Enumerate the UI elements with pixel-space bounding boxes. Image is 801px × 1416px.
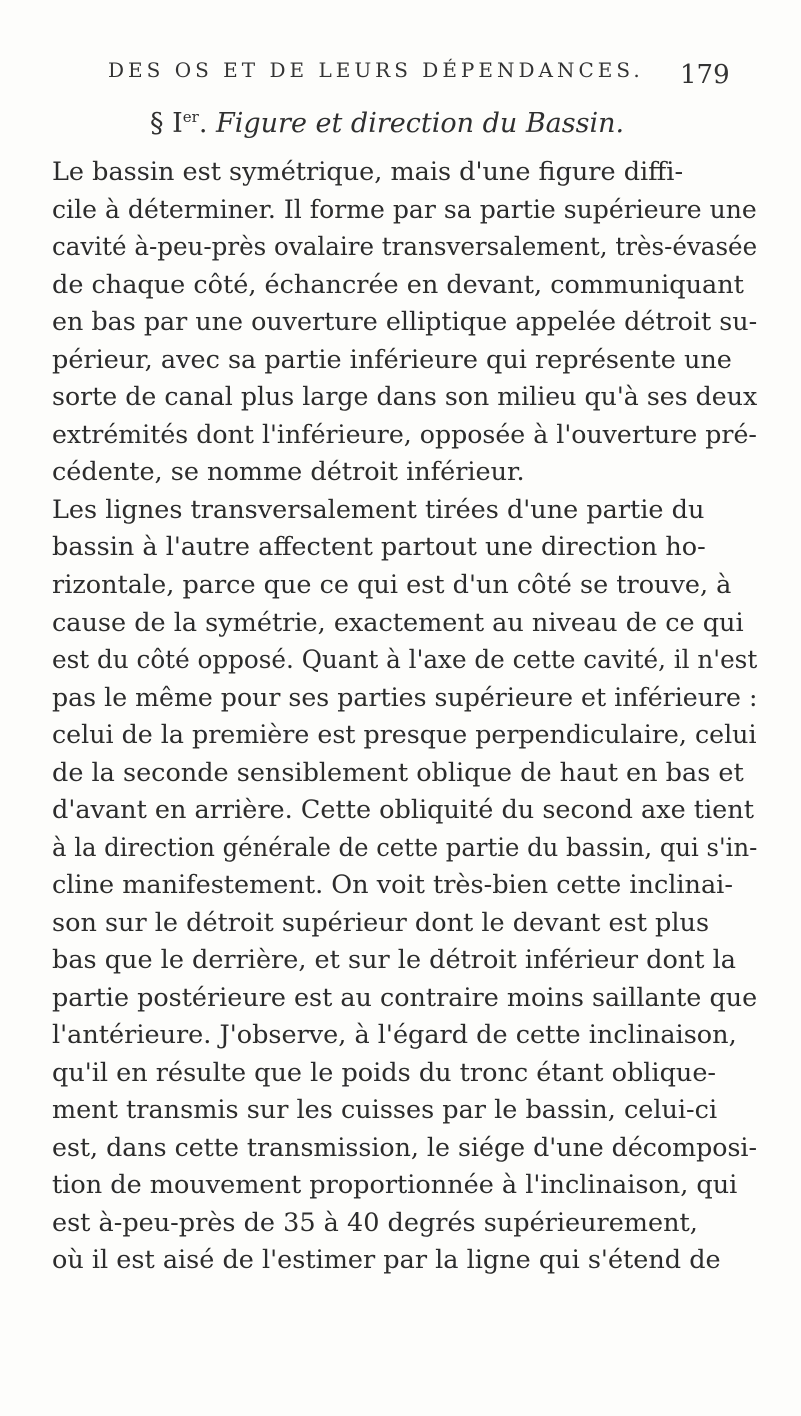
text-line: bassin à l'autre affectent partout une direction ho-	[52, 532, 706, 562]
text-line: de la seconde sensiblement oblique de haut en bas et	[52, 758, 744, 788]
text-line: est à-peu-près de 35 à 40 degrés supérieurement,	[52, 1208, 698, 1238]
text-line: cile à déterminer. Il forme par sa partie supérieure une	[52, 195, 757, 225]
text-line: Le bassin est symétrique, mais d'une figure diffi-	[52, 157, 684, 187]
text-line: cédente, se nomme détroit inférieur.	[52, 457, 525, 487]
text-line: cline manifestement. On voit très-bien cette inclinai-	[52, 870, 733, 900]
text-line: cause de la symétrie, exactement au niveau de ce qui	[52, 608, 744, 638]
text-line: celui de la première est presque perpendiculaire, celui	[52, 720, 757, 750]
text-line: d'avant en arrière. Cette obliquité du second axe tient	[52, 795, 754, 825]
section-ordinal-suffix: er	[182, 108, 199, 126]
text-line: tion de mouvement proportionnée à l'inclinaison, qui	[52, 1170, 738, 1200]
text-line: où il est aisé de l'estimer par la ligne qui s'étend de	[52, 1245, 721, 1275]
section-ordinal-numeral: I	[172, 108, 183, 139]
text-line: sorte de canal plus large dans son milieu qu'à ses deux	[52, 382, 758, 412]
text-line: son sur le détroit supérieur dont le devant est plus	[52, 908, 710, 938]
text-line: est du côté opposé. Quant à l'axe de cette cavité, il n'est	[52, 645, 758, 675]
text-line: rizontale, parce que ce qui est d'un côté se trouve, à	[52, 570, 732, 600]
text-line: extrémités dont l'inférieure, opposée à l'ouverture pré-	[52, 420, 757, 450]
text-line: ment transmis sur les cuisses par le bassin, celui-ci	[52, 1095, 718, 1125]
text-line: en bas par une ouverture elliptique appelée détroit su-	[52, 307, 758, 337]
section-title-text: Figure et direction du Bassin.	[216, 108, 625, 139]
text-line: qu'il en résulte que le poids du tronc étant oblique-	[52, 1058, 717, 1088]
section-mark: §	[150, 108, 164, 139]
text-line: cavité à-peu-près ovalaire transversalement, très-évasée	[52, 232, 758, 262]
text-line: est, dans cette transmission, le siége d'une décomposi-	[52, 1133, 758, 1163]
text-line: bas que le derrière, et sur le détroit inférieur dont la	[52, 945, 736, 975]
text-line: partie postérieure est au contraire moins saillante que	[52, 983, 758, 1013]
text-line: pas le même pour ses parties supérieure et inférieure :	[52, 683, 758, 713]
text-line: à la direction générale de cette partie du bassin, qui s'in-	[52, 833, 758, 863]
section-title	[150, 108, 624, 139]
page-number: 179	[680, 60, 730, 90]
text-line: périeur, avec sa partie inférieure qui représente une	[52, 345, 732, 375]
text-line: de chaque côté, échancrée en devant, communiquant	[52, 270, 744, 300]
text-line: l'antérieure. J'observe, à l'égard de cette inclinaison,	[52, 1020, 737, 1050]
section-ordinal: Ier.	[172, 108, 208, 139]
running-head: DES OS ET DE LEURS DÉPENDANCES.	[108, 58, 644, 82]
text-line: Les lignes transversalement tirées d'une partie du	[52, 495, 705, 525]
